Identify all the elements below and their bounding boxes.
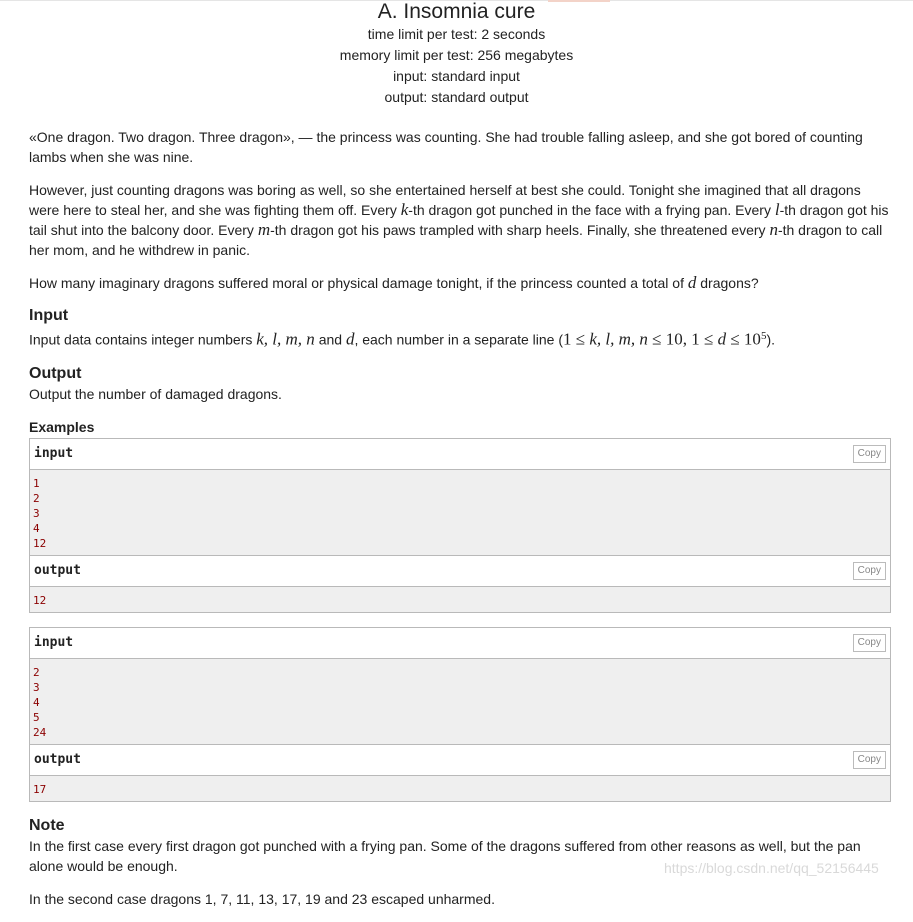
note-paragraph-1: In the first case every first dragon got punched with a frying pan. Some of the dragons suffered from other reasons as well, but the pan alone would be enough.	[29, 837, 861, 874]
examples-title: Examples	[29, 418, 95, 435]
output-type: output: standard output	[384, 89, 529, 105]
time-limit: time limit per test: 2 seconds	[367, 26, 546, 42]
note-title: Note	[29, 816, 65, 834]
note-paragraph-2: In the second case dragons 1, 7, 11, 13, 17, 19 and 23 escaped unharmed.	[29, 890, 495, 907]
example-output-header	[30, 556, 890, 587]
input-line: 4	[33, 521, 40, 535]
watermark: https://blog.csdn.net/qq_52156445	[664, 860, 879, 876]
problem-header	[0, 0, 913, 108]
example-input-body[interactable]	[30, 659, 890, 745]
input-section-text: Input data contains integer numbers k, l, m, n and d, each number in a separate line (1 ≤ k, l, m, n ≤ 10, $1 \le d \le 10^5$).	[29, 329, 775, 349]
example-input-header	[30, 439, 890, 470]
statement-paragraph-2: However, just counting dragons was boring as well, so she entertained herself at best she could. Tonight she imagined that all dragons were here to steal her, and she was fighting them off. Every k-th dragon got punched in the face with a frying pan. Every l-th dragon got his tail shut into the balcony door. Every m-th dragon got his paws trampled with sharp heels. Finally, she threatened every n-th dragon to call her mom, and he withdrew in panic.	[29, 182, 889, 258]
input-label: input	[34, 445, 74, 461]
example-input-body[interactable]	[30, 470, 890, 556]
copy-button[interactable]: Copy	[853, 445, 886, 463]
example-output-body[interactable]	[30, 587, 890, 612]
input-line: 4	[33, 695, 40, 709]
input-line: 2	[33, 665, 40, 679]
input-line: 5	[33, 710, 40, 724]
input-line: 3	[33, 680, 40, 694]
output-label: output	[34, 751, 81, 767]
output-line: 17	[33, 782, 47, 796]
memory-limit: memory limit per test: 256 megabytes	[339, 47, 574, 63]
example-output-body[interactable]	[30, 776, 890, 801]
example-1	[29, 438, 891, 613]
input-line: 12	[33, 536, 47, 550]
input-type: input: standard input	[393, 68, 520, 84]
input-label: input	[34, 634, 74, 650]
input-line: 1	[33, 476, 40, 490]
example-output-header	[30, 745, 890, 776]
input-section-title: Input	[29, 307, 69, 324]
output-section-title: Output	[29, 364, 82, 382]
copy-button[interactable]: Copy	[853, 751, 886, 769]
problem-statement	[29, 127, 891, 922]
statement-paragraph-1: «One dragon. Two dragon. Three dragon», — the princess was counting. She had trouble falling asleep, and she got bored of counting lambs when she was nine.	[29, 129, 863, 165]
example-2	[29, 627, 891, 802]
output-label: output	[34, 562, 81, 578]
problem-title: A. Insomnia cure	[377, 0, 536, 23]
input-line: 24	[33, 725, 47, 739]
output-section-text: Output the number of damaged dragons.	[29, 385, 282, 402]
copy-button[interactable]: Copy	[853, 562, 886, 580]
example-input-header	[30, 628, 890, 659]
statement-paragraph-3: How many imaginary dragons suffered moral or physical damage tonight, if the princess counted a total of d dragons?	[29, 273, 759, 292]
copy-button[interactable]: Copy	[853, 634, 886, 652]
input-line: 3	[33, 506, 40, 520]
input-line: 2	[33, 491, 40, 505]
output-line: 12	[33, 593, 47, 607]
